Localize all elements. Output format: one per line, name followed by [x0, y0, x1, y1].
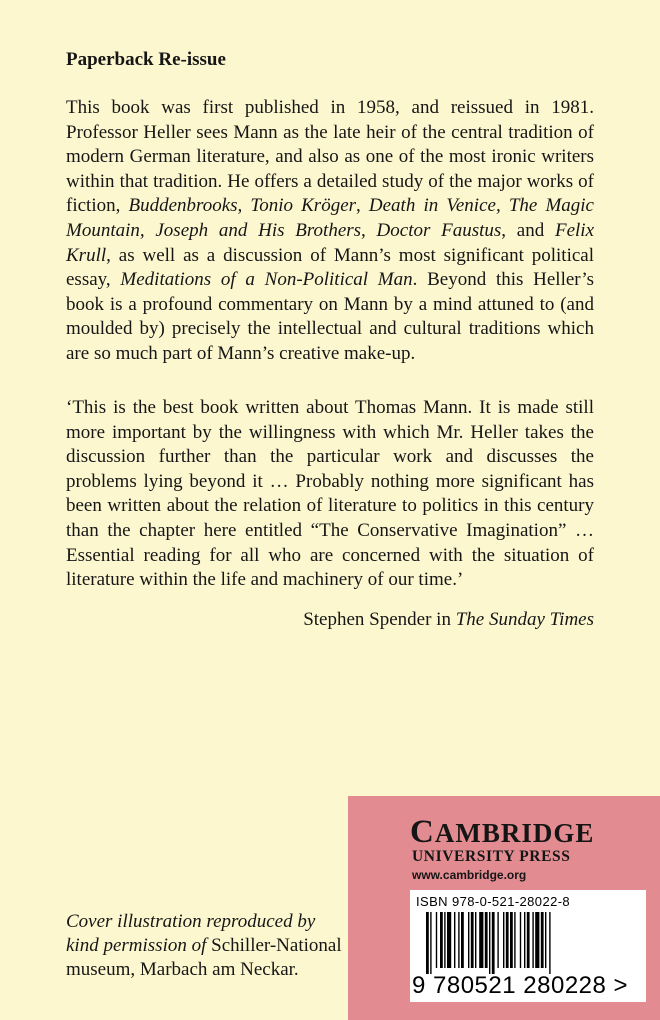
barcode-bar	[549, 912, 550, 974]
barcode-bar	[532, 912, 533, 968]
barcode-bar	[440, 912, 443, 968]
barcode-bars	[410, 912, 646, 974]
barcode-bar	[471, 912, 474, 968]
description-intro: This book was first published in 1958, and reissued in 1981. Professor Heller sees Mann as the late heir of the central tradition of modern German literature, and also as one of the most ironic writers within that tradition. He offers a detailed study of the major works of fiction,	[66, 97, 594, 217]
publisher-name	[410, 814, 595, 850]
barcode-bar	[489, 912, 490, 974]
barcode-bar	[510, 912, 513, 968]
work-title: Death in Venice, The Magic Mountain, Joseph and His Brothers, Doctor Faustus	[66, 195, 594, 241]
review-attribution	[303, 608, 594, 632]
description-paragraph	[66, 96, 594, 367]
publisher-panel	[348, 796, 660, 1020]
publisher-initial: C	[410, 814, 435, 850]
barcode-bar	[541, 912, 544, 968]
barcode-bar	[527, 912, 530, 968]
barcode-bar	[430, 912, 431, 974]
barcode-bar	[458, 912, 459, 968]
barcode-bar	[444, 912, 445, 968]
barcode-bar	[514, 912, 515, 968]
essay-title: Meditations of a Non-Political Man	[120, 269, 413, 291]
publisher-press: UNIVERSITY PRESS	[412, 848, 571, 865]
barcode-bar	[461, 912, 464, 968]
review-source: The Sunday Times	[455, 609, 594, 630]
barcode-bar	[497, 912, 498, 968]
description-separator: , and	[501, 219, 555, 241]
isbn-label: ISBN 978-0-521-28022-8	[416, 894, 571, 909]
barcode-bar	[524, 912, 525, 968]
cover-credit	[66, 910, 346, 982]
barcode-bar	[485, 912, 488, 968]
description-separator: ,	[356, 195, 369, 217]
barcode-bar	[475, 912, 476, 968]
cover-credit-rest: Schiller-National museum, Marbach am Neckar.	[66, 935, 342, 980]
barcode	[410, 890, 646, 1002]
reviewer-name: Stephen Spender in	[303, 609, 456, 630]
barcode-bar	[447, 912, 451, 968]
barcode-bar	[468, 912, 469, 968]
barcode-digits: 9 780521 280228 >	[412, 972, 629, 999]
description-ending: . Beyond this Heller’s book is a profound commentary on Mann by a mind attuned to (and moulded by) precisely the intellectual and cultural traditions which are so much part of Mann’s creative make-up.	[66, 269, 594, 364]
barcode-bar	[436, 912, 437, 968]
barcode-bar	[520, 912, 521, 968]
work-title: Felix Krull	[66, 219, 594, 266]
description-mid: , as well as a discussion of Mann’s most significant political essay,	[66, 244, 594, 291]
review-quote: ‘This is the best book written about Thomas Mann. It is made still more important by the willingness with which Mr. Heller takes the discussion further than the particular work and discusses the problems lying beyond it … Probably nothing more significant has been written about the relation of literature to politics in this century than the chapter here entitled “The Conservative Imagination” … Essential reading for all who are concerned with the situation of literature within the life and machinery of our time.’	[66, 397, 594, 591]
barcode-bar	[503, 912, 504, 968]
cover-credit-italic: Cover illustration reproduced by kind permission of	[66, 911, 316, 956]
barcode-bar	[545, 912, 546, 968]
publisher-name-rest: AMBRIDGE	[434, 818, 595, 848]
barcode-bar	[506, 912, 509, 968]
barcode-bar	[454, 912, 455, 968]
barcode-bar	[535, 912, 539, 968]
barcode-bar	[479, 912, 483, 968]
barcode-bar	[426, 912, 429, 974]
work-title: Buddenbrooks, Tonio Kröger	[128, 195, 357, 217]
page-heading: Paperback Re-issue	[66, 49, 226, 70]
publisher-website: www.cambridge.org	[412, 868, 527, 882]
barcode-bar	[492, 912, 495, 974]
